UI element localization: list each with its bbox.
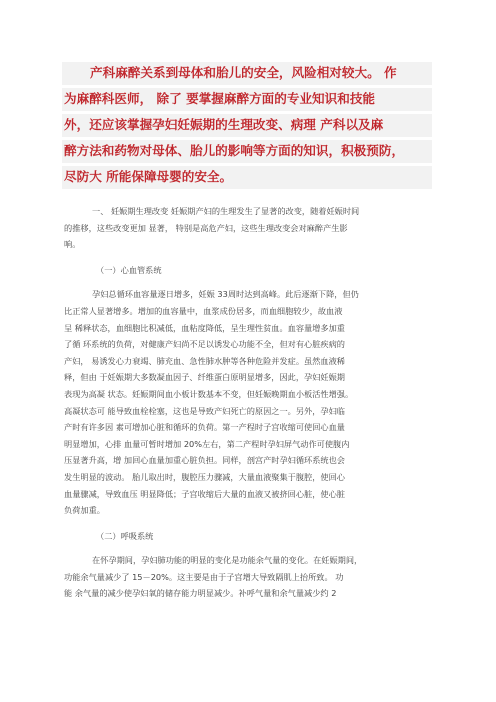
respiratory-heading: （二）呼吸系统 [96,530,154,541]
cardiovascular-paragraph [64,286,430,518]
paragraph-line: 明显增加，心排 血量可暂时增加 20%左右，第二产程时孕妇屏气动作可使腹内 [64,438,350,449]
paragraph-line: 产妇， 易诱发心力衰竭、肺充血、急性肺水肿等各种危险并发症。虽然血液稀 [64,355,345,366]
intro-line: 醉方法和药物对母体、胎儿的影响等方面的知识，积极预防， [62,140,432,163]
paragraph-line: 了循 环系统的负荷，对健康产妇尚不足以诱发心功能不全，但对有心脏疾病的 [64,339,345,350]
intro-line: 尽防大 所能保障母婴的安全。 [62,166,432,189]
paragraph-line: 表现为高凝 状态。妊娠期间血小板计数基本不变，但妊娠晚期血小板活性增强。 [64,388,354,399]
paragraph-line: 释，但由 于妊娠期大多数凝血因子、纤维蛋白原明显增多，因此，孕妇妊娠期 [64,372,345,383]
intro-line: 产科麻醉关系到母体和胎儿的安全，风险相对较大。 作 [62,62,432,85]
paragraph-line: 在怀孕期间，孕妇肺功能的明显的变化是功能余气量的变化。在妊娠期间， [92,555,363,566]
paragraph-line: 响。 [64,239,81,250]
highlighted-intro [62,62,432,192]
body-text [64,203,430,602]
paragraph-line: 孕妇总循环血容量逐日增多，妊娠 33周时达到高峰。此后逐渐下降，但仍 [92,289,359,300]
paragraph-line: 的推移，这些改变更加 显著， 特别是高危产妇，这些生理改变会对麻醉产生影 [64,222,348,233]
respiratory-paragraph [64,552,430,602]
intro-line: 为麻醉科医师， 除了 要掌握麻醉方面的专业知识和技能 [62,88,432,111]
paragraph-line: 负荷加重。 [64,505,105,516]
intro-line: 外，还应该掌握孕妇妊娠期的生理改变、病理 产科以及麻 [62,114,432,137]
paragraph-line: 呈 稀释状态，血细胞比积减低，血粘度降低，呈生理性贫血。血容量增多加重 [64,322,345,333]
paragraph-line: 一、 妊娠期生理改变 妊娠期产妇的生理发生了显著的改变，随着妊娠时间 [92,206,360,216]
paragraph-line: 功能余气量减少了 15－20%。这主要是由于子宫增大导致隔肌上抬所致。 功 [64,571,344,582]
paragraph-line: 血量骤减，导致血压 明显降低；子宫收缩后大量的血液又被挤回心脏，使心脏 [64,488,345,499]
section-physiology-intro [64,203,430,253]
paragraph-line: 比正常人显著增多。增加的血容量中，血浆成份居多，而血细胞较少，故血液 [64,305,343,316]
paragraph-line: 产时有许多因 素可增加心脏和循环的负荷。第一产程时子宫收缩可使回心血量 [64,422,345,433]
cardiovascular-heading: （一）心血管系统 [96,264,162,275]
paragraph-line: 高凝状态可 能导致血栓栓塞，这也是导致产妇死亡的原因之一。另外，孕妇临 [64,405,345,416]
paragraph-line: 压显著升高，增 加回心血量加重心脏负担。同样，剖宫产时孕妇循环系统也会 [64,455,345,466]
paragraph-line: 发生明显的波动。 胎儿取出时，腹腔压力骤减，大量血液聚集于腹腔，使回心 [64,471,345,482]
paragraph-line: 能 余气量的减少使孕妇氧的储存能力明显减少。补呼气量和余气量减少约 2 [64,588,337,599]
